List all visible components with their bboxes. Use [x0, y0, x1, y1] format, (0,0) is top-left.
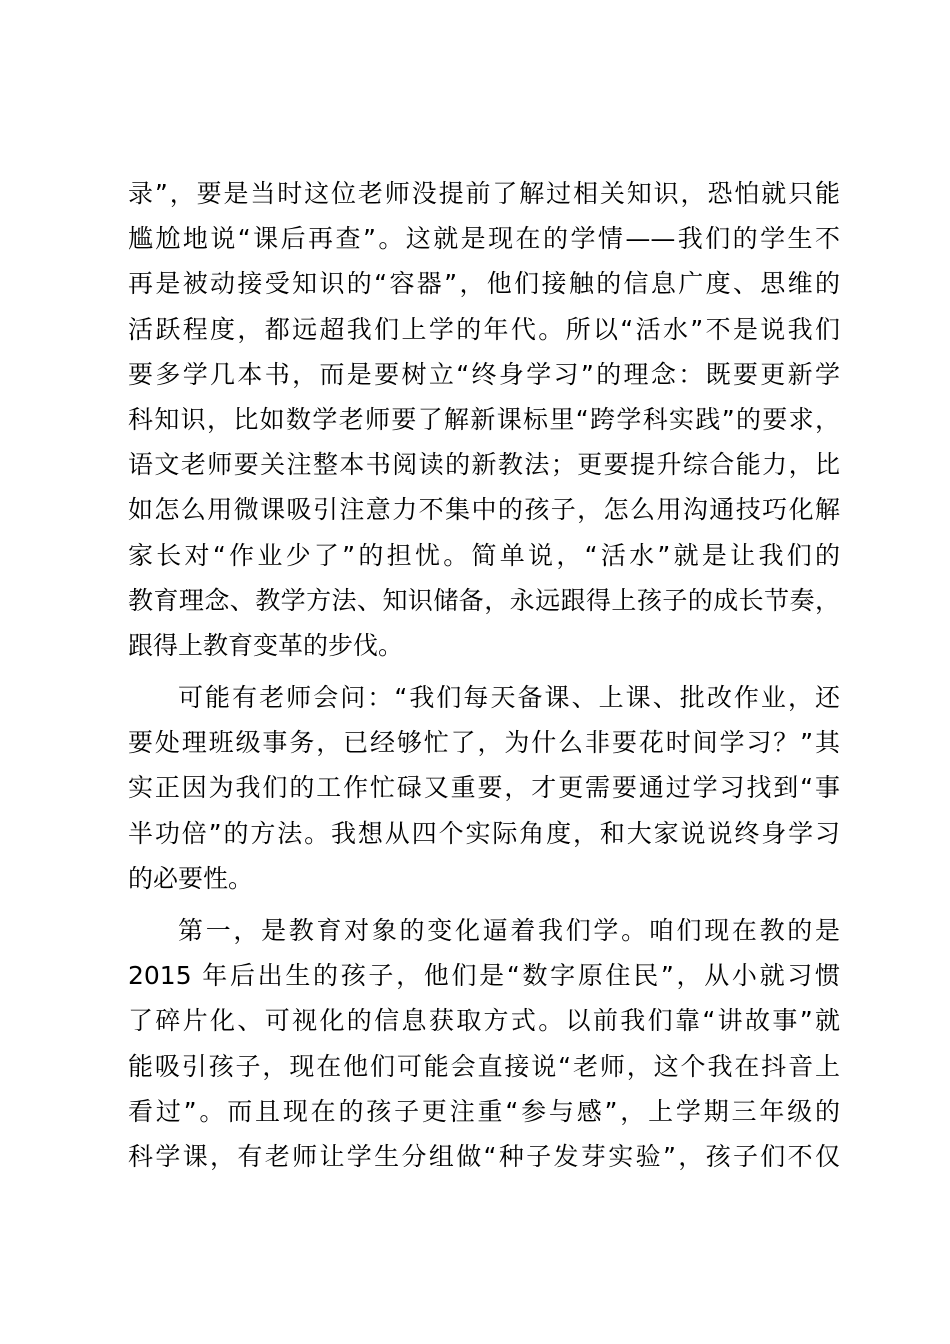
text-line: 科学课，有老师让学生分组做“种子发芽实验”，孩子们不仅 — [128, 1141, 840, 1171]
text-line: 可能有老师会问：“我们每天备课、上课、批改作业，还 — [178, 683, 840, 713]
text-line: 了碎片化、可视化的信息获取方式。以前我们靠“讲故事”就 — [128, 1006, 840, 1036]
text-line: 尴尬地说“课后再查”。这就是现在的学情——我们的学生不 — [128, 224, 840, 254]
paragraph — [128, 908, 840, 1179]
paragraph-gap — [128, 668, 840, 675]
paragraph — [128, 171, 840, 668]
text-line: 语文老师要关注整本书阅读的新教法；更要提升综合能力，比 — [128, 450, 840, 480]
text-line: 看过”。而且现在的孩子更注重“参与感”，上学期三年级的 — [128, 1096, 840, 1126]
text-line: 录”，要是当时这位老师没提前了解过相关知识，恐怕就只能 — [128, 179, 840, 208]
text-line: 2015 年后出生的孩子，他们是“数字原住民”，从小就习惯 — [128, 961, 840, 991]
text-line: 第一，是教育对象的变化逼着我们学。咱们现在教的是 — [178, 916, 840, 945]
text-line: 科知识，比如数学老师要了解新课标里“跨学科实践”的要求， — [128, 404, 840, 434]
text-line: 如怎么用微课吸引注意力不集中的孩子，怎么用沟通技巧化解 — [128, 495, 840, 525]
text-line: 能吸引孩子，现在他们可能会直接说“老师，这个我在抖音上 — [128, 1051, 840, 1081]
text-line: 的必要性。 — [128, 863, 254, 893]
text-line: 要处理班级事务，已经够忙了，为什么非要花时间学习？”其 — [128, 728, 840, 758]
text-line: 教育理念、教学方法、知识储备，永远跟得上孩子的成长节奏， — [128, 585, 840, 615]
paragraph-gap — [128, 901, 840, 908]
document-body — [128, 171, 840, 1179]
text-line: 活跃程度，都远超我们上学的年代。所以“活水”不是说我们 — [128, 314, 840, 344]
text-line: 实正因为我们的工作忙碌又重要，才更需要通过学习找到“事 — [128, 773, 840, 803]
text-line: 跟得上教育变革的步伐。 — [128, 630, 404, 660]
text-line: 要多学几本书，而是要树立“终身学习”的理念：既要更新学 — [128, 359, 840, 389]
paragraph — [128, 675, 840, 901]
text-line: 半功倍”的方法。我想从四个实际角度，和大家说说终身学习 — [128, 818, 840, 848]
text-line: 家长对“作业少了”的担忧。简单说，“活水”就是让我们的 — [128, 540, 840, 570]
text-line: 再是被动接受知识的“容器”，他们接触的信息广度、思维的 — [128, 269, 840, 299]
